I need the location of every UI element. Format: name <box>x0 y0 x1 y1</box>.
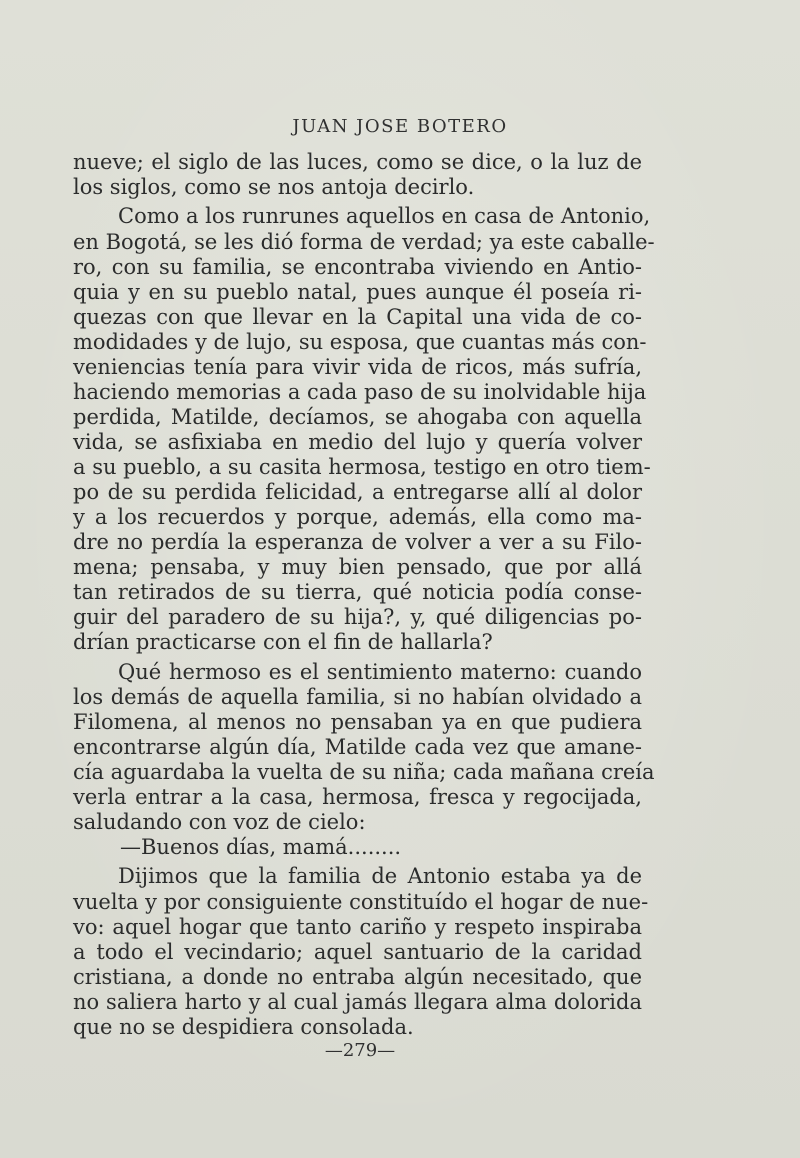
text-line: y a los recuerdos y porque, además, ella como ma- <box>73 505 642 529</box>
text-line: po de su perdida felicidad, a entregarse allí al dolor <box>73 480 642 504</box>
text-line: ro, con su familia, se encontraba viviendo en Antio- <box>73 255 642 279</box>
text-line: veniencias tenía para vivir vida de ricos, más sufría, <box>73 355 642 379</box>
paragraph-start-line: Dijimos que la familia de Antonio estaba ya de <box>118 864 642 888</box>
text-line: haciendo memorias a cada paso de su inolvidable hija <box>73 380 647 404</box>
text-line: que no se despidiera consolada. <box>73 1015 414 1039</box>
page-number: —279— <box>324 1040 396 1061</box>
text-line: saludando con voz de cielo: <box>73 810 366 834</box>
text-line: a su pueblo, a su casita hermosa, testigo en otro tiem- <box>73 455 651 479</box>
text-line: quia y en su pueblo natal, pues aunque él poseía ri- <box>73 280 642 304</box>
text-line: tan retirados de su tierra, qué noticia podía conse- <box>73 580 642 604</box>
text-line: los siglos, como se nos antoja decirlo. <box>73 175 475 199</box>
text-line: verla entrar a la casa, hermosa, fresca y regocijada, <box>73 785 642 809</box>
text-line: no saliera harto y al cual jamás llegara alma dolorida <box>73 990 642 1014</box>
paragraph-start-line: Qué hermoso es el sentimiento materno: cuando <box>118 660 642 684</box>
text-line: modidades y de lujo, su esposa, que cuantas más con- <box>73 330 647 354</box>
text-line: mena; pensaba, y muy bien pensado, que por allá <box>73 555 642 579</box>
text-line: dre no perdía la esperanza de volver a ver a su Filo- <box>73 530 642 554</box>
text-line: Filomena, al menos no pensaban ya en que pudiera <box>73 710 642 734</box>
text-line: vo: aquel hogar que tanto cariño y respeto inspiraba <box>73 915 642 939</box>
text-line: cía aguardaba la vuelta de su niña; cada mañana creía <box>73 760 655 784</box>
paragraph-start-line: Como a los runrunes aquellos en casa de Antonio, <box>118 204 651 228</box>
text-line: encontrarse algún día, Matilde cada vez que amane- <box>73 735 642 759</box>
text-line: vuelta y por consiguiente constituído el hogar de nue- <box>73 890 649 914</box>
text-line: cristiana, a donde no entraba algún necesitado, que <box>73 965 642 989</box>
dialogue-line: —Buenos días, mamá........ <box>120 835 402 859</box>
text-line: guir del paradero de su hija?, y, qué diligencias po- <box>73 605 642 629</box>
text-line: en Bogotá, se les dió forma de verdad; ya este caballe- <box>73 230 655 254</box>
running-header: JUAN JOSE BOTERO <box>292 116 508 137</box>
text-line: perdida, Matilde, decíamos, se ahogaba con aquella <box>73 405 642 429</box>
text-line: quezas con que llevar en la Capital una vida de co- <box>73 305 642 329</box>
text-line: drían practicarse con el fin de hallarla? <box>73 630 493 654</box>
text-line: los demás de aquella familia, si no habían olvidado a <box>73 685 642 709</box>
text-line: vida, se asfixiaba en medio del lujo y quería volver <box>73 430 642 454</box>
text-line: a todo el vecindario; aquel santuario de la caridad <box>73 940 642 964</box>
text-line: nueve; el siglo de las luces, como se dice, o la luz de <box>73 150 642 174</box>
